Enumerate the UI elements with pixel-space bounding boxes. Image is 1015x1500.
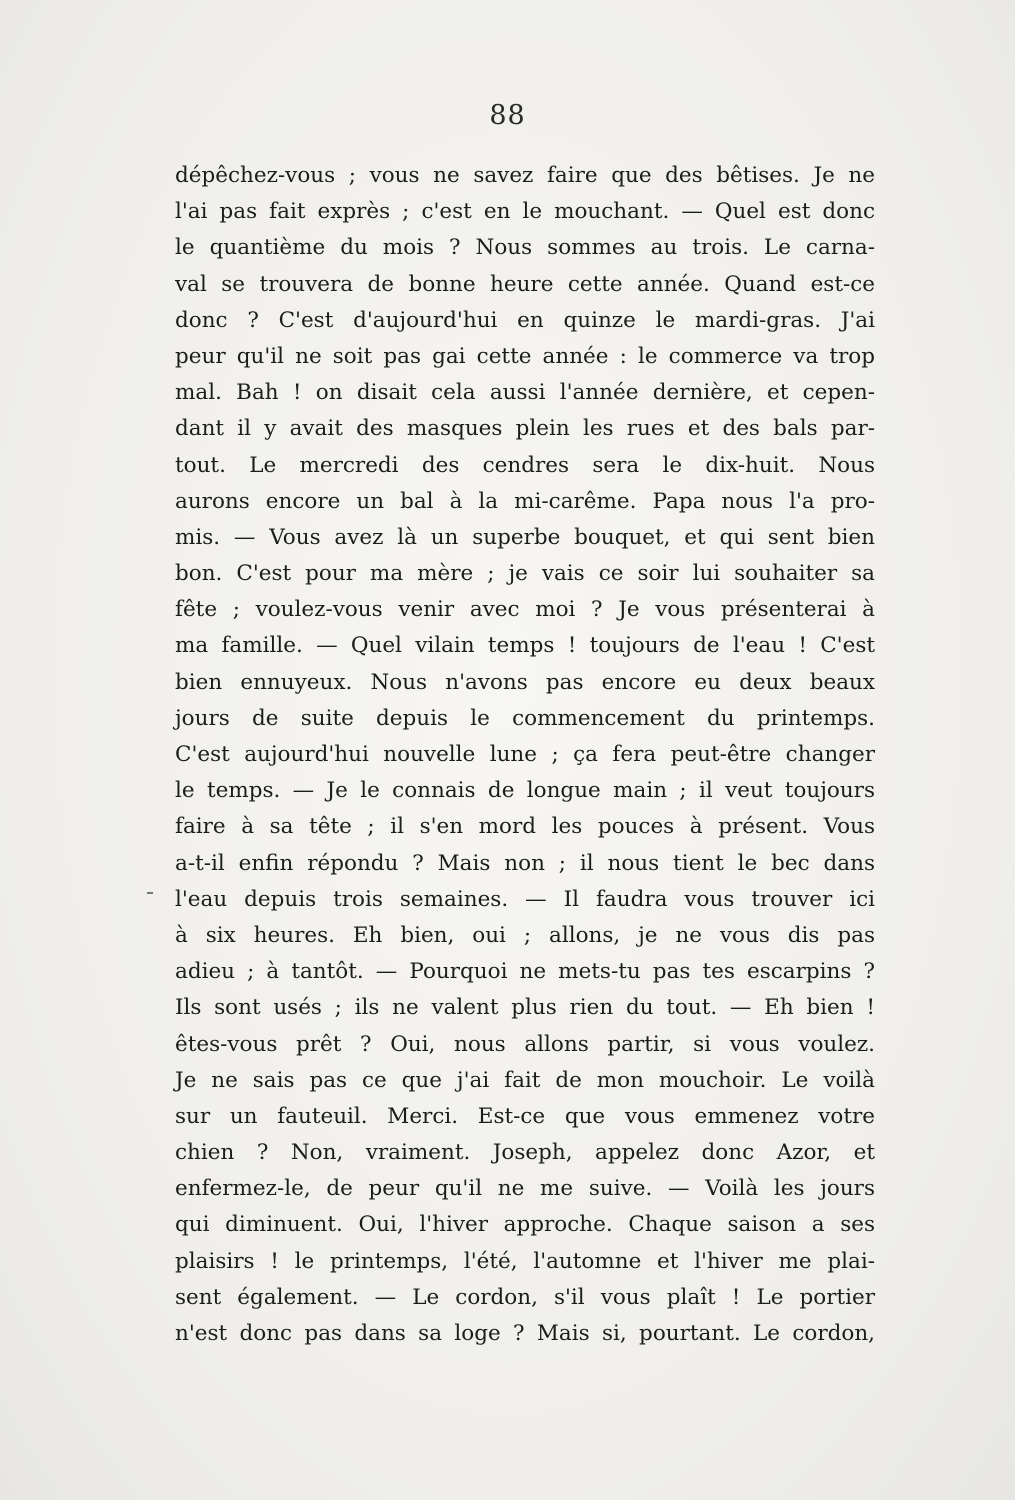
text-line: a-t-il enfin répondu ? Mais non ; il nous tient le bec dans <box>175 850 875 876</box>
text-line: dépêchez-vous ; vous ne savez faire que des bêtises. Je ne <box>175 163 875 188</box>
body-text <box>175 158 875 1352</box>
text-line: bien ennuyeux. Nous n'avons pas encore eu deux beaux <box>175 669 875 695</box>
text-line: n'est donc pas dans sa loge ? Mais si, pourtant. Le cordon, <box>175 1321 875 1346</box>
text-line: mis. — Vous avez là un superbe bouquet, et qui sent bien <box>175 524 875 550</box>
text-line: adieu ; à tantôt. — Pourquoi ne mets-tu pas tes escarpins ? <box>175 959 875 985</box>
text-line: l'ai pas fait exprès ; c'est en le mouchant. — Quel est donc <box>175 199 875 225</box>
text-line: l'eau depuis trois semaines. — Il faudra vous trouver ici <box>175 886 875 912</box>
text-line: plaisirs ! le printemps, l'été, l'automne et l'hiver me plai- <box>175 1248 875 1274</box>
text-line: faire à sa tête ; il s'en mord les pouces à présent. Vous <box>175 814 875 840</box>
text-line: peur qu'il ne soit pas gai cette année : le commerce va trop <box>175 343 875 369</box>
text-line: Ils sont usés ; ils ne valent plus rien du tout. — Eh bien ! <box>175 995 875 1021</box>
text-line: jours de suite depuis le commencement du printemps. <box>175 705 875 731</box>
page-number: 88 <box>489 100 526 131</box>
text-line: aurons encore un bal à la mi-carême. Papa nous l'a pro- <box>175 488 875 514</box>
text-line: donc ? C'est d'aujourd'hui en quinze le mardi-gras. J'ai <box>175 307 875 333</box>
text-line: le quantième du mois ? Nous sommes au trois. Le carna- <box>175 235 875 261</box>
text-line: êtes-vous prêt ? Oui, nous allons partir, si vous voulez. <box>175 1031 875 1057</box>
text-line: sur un fauteuil. Merci. Est-ce que vous emmenez votre <box>175 1103 875 1129</box>
text-line: le temps. — Je le connais de longue main ; il veut toujours <box>175 778 875 804</box>
text-line: ma famille. — Quel vilain temps ! toujours de l'eau ! C'est <box>175 633 875 659</box>
text-line: qui diminuent. Oui, l'hiver approche. Chaque saison a ses <box>175 1212 875 1238</box>
text-line: enfermez-le, de peur qu'il ne me suive. — Voilà les jours <box>175 1176 875 1202</box>
text-line: dant il y avait des masques plein les rues et des bals par- <box>175 416 875 442</box>
text-line: C'est aujourd'hui nouvelle lune ; ça fera peut-être changer <box>175 742 875 767</box>
text-line: chien ? Non, vraiment. Joseph, appelez donc Azor, et <box>175 1140 875 1166</box>
margin-mark <box>147 892 153 894</box>
text-line: val se trouvera de bonne heure cette année. Quand est-ce <box>175 271 875 297</box>
text-line: mal. Bah ! on disait cela aussi l'année dernière, et cepen- <box>175 380 875 406</box>
text-line: à six heures. Eh bien, oui ; allons, je ne vous dis pas <box>175 922 875 948</box>
text-line: sent également. — Le cordon, s'il vous plaît ! Le portier <box>175 1284 875 1310</box>
text-line: fête ; voulez-vous venir avec moi ? Je vous présenterai à <box>175 597 875 623</box>
text-line: Je ne sais pas ce que j'ai fait de mon mouchoir. Le voilà <box>175 1067 875 1093</box>
text-line: tout. Le mercredi des cendres sera le dix-huit. Nous <box>175 452 875 478</box>
text-line: bon. C'est pour ma mère ; je vais ce soir lui souhaiter sa <box>175 561 875 587</box>
